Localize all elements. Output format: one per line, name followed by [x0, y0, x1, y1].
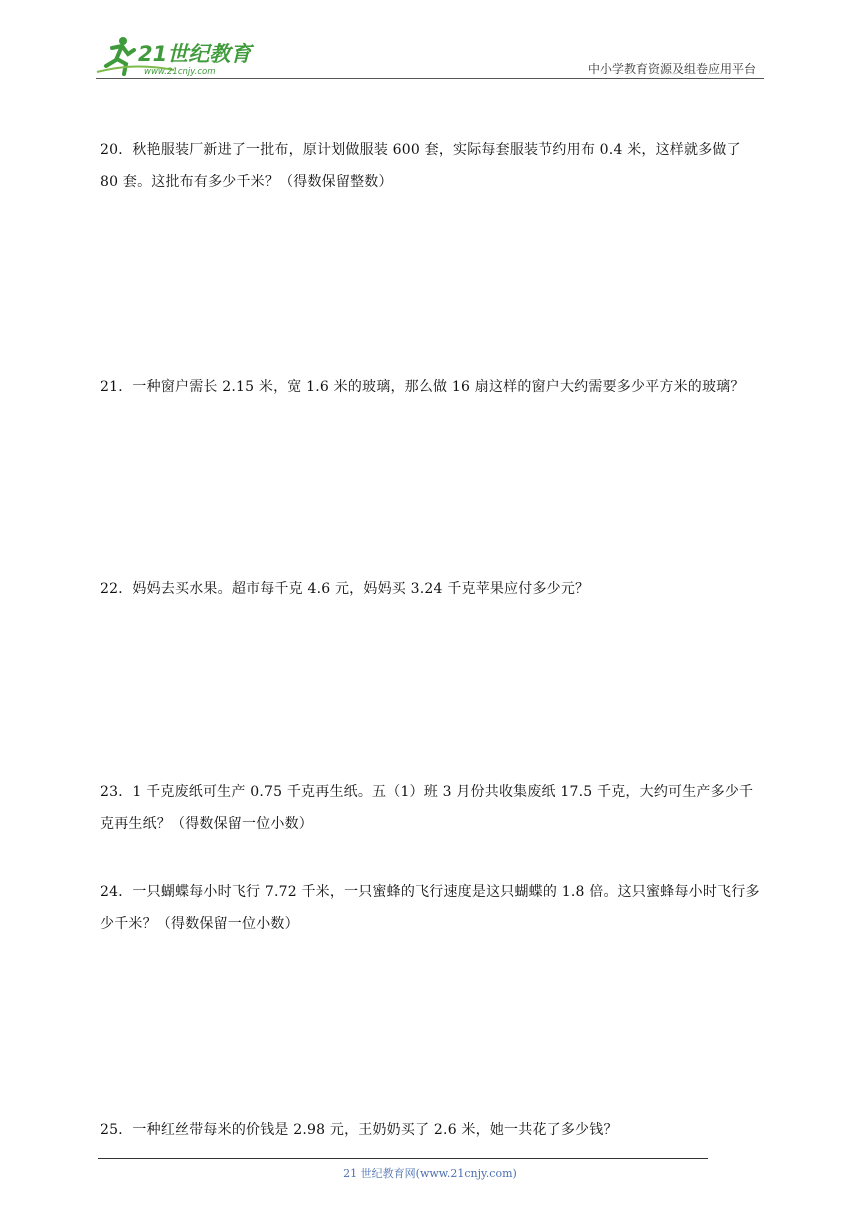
site-logo[interactable]	[94, 34, 264, 80]
question-24: 24．一只蝴蝶每小时飞行 7.72 千米，一只蜜蜂的飞行速度是这只蝴蝶的 1.8 倍。这只蜜蜂每小时飞行多少千米？（得数保留一位小数）	[100, 884, 760, 932]
question-21: 21．一种窗户需长 2.15 米，宽 1.6 米的玻璃，那么做 16 扇这样的窗户大约需要多少平方米的玻璃？	[100, 379, 745, 395]
site-name: 中小学教育资源及组卷应用平台	[587, 62, 756, 76]
question-22: 22．妈妈去买水果。超市每千克 4.6 元，妈妈买 3.24 千克苹果应付多少元？	[100, 581, 590, 597]
logo-text: 21世纪教育	[138, 42, 252, 66]
footer-link[interactable]: 21 世纪教育网(www.21cnjy.com)	[343, 1167, 517, 1180]
runner-icon	[94, 34, 264, 80]
question-20: 20．秋艳服装厂新进了一批布，原计划做服装 600 套，实际每套服装节约用布 0.4 米，这样就多做了 80 套。这批布有多少千米？（得数保留整数）	[100, 142, 741, 190]
question-23: 23．1 千克废纸可生产 0.75 千克再生纸。五（1）班 3 月份共收集废纸 17.5 千克，大约可生产多少千克再生纸？（得数保留一位小数）	[100, 784, 754, 832]
header-divider	[96, 78, 764, 79]
footer-divider	[98, 1158, 708, 1159]
logo-url: www.21cnjy.com	[144, 67, 216, 77]
question-25: 25．一种红丝带每米的价钱是 2.98 元，王奶奶买了 2.6 米，她一共花了多少钱？	[100, 1122, 618, 1138]
